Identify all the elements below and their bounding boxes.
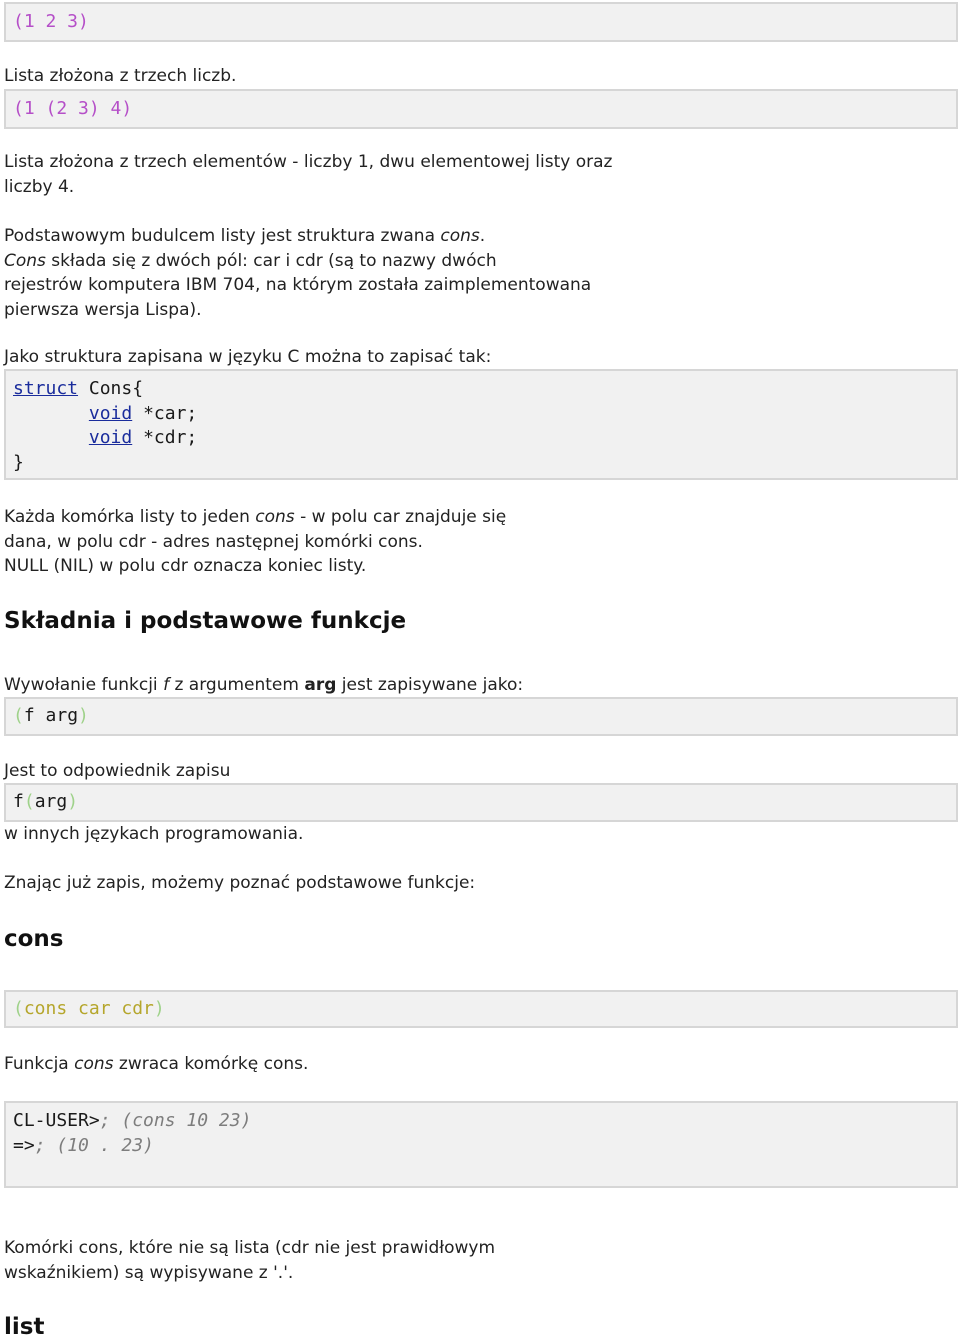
code-block-cons-syntax: [4, 990, 958, 1028]
paren-close: ): [78, 705, 89, 726]
paren-open: (: [13, 998, 24, 1019]
text-segment: Funkcja: [4, 1054, 75, 1074]
text-segment: Podstawowym budulcem listy jest struktura zwana: [4, 226, 441, 246]
paragraph-dotted-pairs: [4, 1236, 495, 1285]
heading-cons: cons: [4, 926, 64, 952]
text-line: liczby 4.: [4, 176, 75, 197]
code-text: *cdr;: [143, 427, 198, 448]
code-text: f arg: [23, 705, 79, 726]
paragraph-other-languages: w innych językach programowania.: [4, 824, 304, 844]
keyword-void: void: [88, 402, 133, 424]
code-comment: ; (10 . 23): [34, 1134, 154, 1156]
emphasis-cons: cons: [255, 507, 295, 527]
code-text: }: [13, 451, 24, 473]
paren-open: (: [13, 705, 24, 726]
text-segment: z argumentem: [169, 675, 305, 695]
paragraph-equivalent: Jest to odpowiednik zapisu: [4, 761, 231, 781]
code-block-list-simple: [4, 2, 958, 42]
keyword-void: void: [88, 427, 133, 448]
repl-prompt: CL-USER>: [13, 1110, 100, 1131]
code-text: arg: [34, 791, 68, 812]
text-segment: .: [479, 226, 486, 246]
repl-result-arrow: =>: [13, 1134, 35, 1156]
emphasis-f: f: [163, 675, 170, 695]
text-line: rejestrów komputera IBM 704, na którym została zaimplementowana: [4, 275, 592, 295]
code-comment: ; (cons 10 23): [99, 1110, 252, 1131]
code-text: f: [13, 791, 24, 812]
text-line: Lista złożona z trzech elementów - liczby 1, dwu elementowej listy oraz: [4, 152, 613, 172]
code-text: (1 (2 3) 4): [13, 98, 133, 119]
paragraph-cell-description: [4, 505, 506, 579]
text-segment: jest zapisywane jako:: [336, 675, 524, 695]
paragraph-cons-returns: [4, 1052, 308, 1077]
emphasis-cons: Cons: [4, 250, 46, 271]
paragraph-function-call: [4, 673, 523, 698]
paragraph-cons-intro: [4, 224, 591, 322]
text-line: wskaźnikiem) są wypisywane z '.'.: [4, 1262, 294, 1283]
strong-arg: arg: [304, 675, 337, 695]
text-segment: Każda komórka listy to jeden: [4, 507, 256, 527]
keyword-struct: struct: [13, 378, 79, 399]
paragraph-simple-list: Lista złożona z trzech liczb.: [4, 66, 237, 86]
code-text: cons car cdr: [23, 998, 154, 1019]
paragraph-c-struct-intro: Jako struktura zapisana w języku C można to zapisać tak:: [4, 347, 492, 367]
code-text: (1 2 3): [13, 11, 89, 32]
heading-syntax: Składnia i podstawowe funkcje: [4, 608, 407, 634]
emphasis-cons: cons: [74, 1054, 114, 1074]
text-segment: składa się z dwóch pól: car i cdr (są to nazwy dwóch: [45, 250, 497, 271]
code-block-c-call: [4, 783, 958, 822]
code-block-list-nested: [4, 89, 958, 129]
text-line: pierwsza wersja Lispa).: [4, 299, 202, 320]
paren-close: ): [153, 998, 165, 1019]
text-segment: - w polu car znajduje się: [294, 507, 507, 527]
code-block-repl: [4, 1101, 958, 1188]
paren-close: ): [67, 791, 79, 812]
paragraph-nested-list: [4, 150, 612, 199]
paren-open: (: [23, 791, 35, 812]
heading-list: list: [4, 1314, 45, 1340]
code-block-lisp-call: [4, 697, 958, 736]
emphasis-cons: cons: [440, 226, 480, 246]
text-segment: zwraca komórkę cons.: [113, 1054, 309, 1074]
code-text: *car;: [143, 402, 198, 424]
text-segment: Wywołanie funkcji: [4, 675, 164, 695]
text-line: Komórki cons, które nie są lista (cdr nie jest prawidłowym: [4, 1238, 496, 1258]
code-text: Cons{: [88, 378, 144, 399]
text-line: dana, w polu cdr - adres następnej komórki cons.: [4, 531, 423, 552]
paragraph-basic-functions: Znając już zapis, możemy poznać podstawowe funkcje:: [4, 873, 476, 893]
text-line: NULL (NIL) w polu cdr oznacza koniec listy.: [4, 556, 367, 576]
code-block-c-struct: [4, 369, 958, 480]
